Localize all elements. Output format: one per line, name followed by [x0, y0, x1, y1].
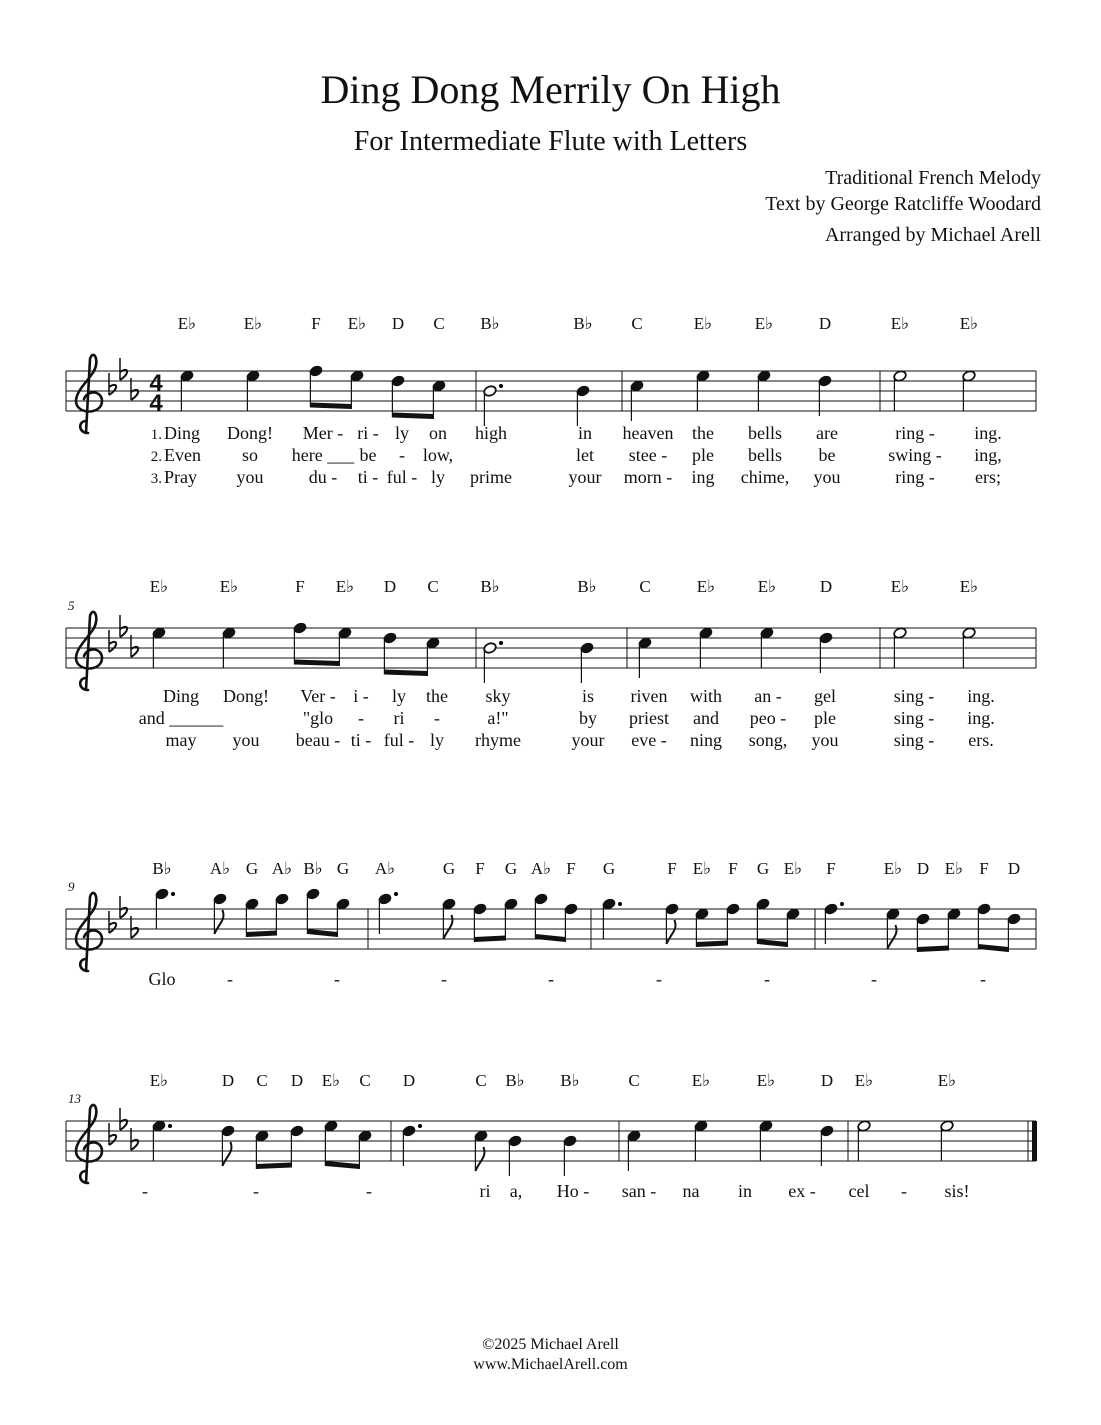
note	[221, 1125, 235, 1166]
note-letter-label: B♭	[573, 314, 593, 333]
lyric-syllable: ex -	[788, 1181, 816, 1201]
lyric-syllable: sing -	[893, 686, 935, 706]
note-letter-label: E♭	[149, 1071, 169, 1090]
lyric-syllable: morn -	[623, 467, 673, 487]
note	[757, 370, 771, 411]
note-beam	[246, 931, 276, 938]
note	[759, 1120, 773, 1161]
verse-number: 3.	[150, 471, 162, 487]
flat-bowl	[109, 1135, 116, 1145]
augmentation-dot	[168, 1124, 172, 1128]
note-beam	[256, 1163, 291, 1170]
note-letter-label: B♭	[577, 577, 597, 596]
note-letter-label: E♭	[959, 314, 979, 333]
note	[563, 1135, 577, 1176]
verse-number: 1.	[150, 427, 162, 443]
lyric-syllable: ers;	[975, 467, 1001, 487]
note-letter-label: D	[402, 1071, 416, 1090]
treble-clef-icon	[76, 355, 102, 433]
note-beam	[310, 403, 351, 410]
lyric-syllable: ri	[479, 1181, 491, 1201]
note	[246, 370, 260, 411]
treble-clef-icon	[76, 893, 102, 971]
lyric-syllable: ti -	[357, 467, 379, 487]
note	[508, 1135, 522, 1176]
lyric-syllable: cel	[848, 1181, 870, 1201]
note-letter-label: D	[916, 859, 930, 878]
lyric-syllable: peo -	[749, 708, 787, 728]
note	[824, 902, 844, 944]
flat-sign-icon	[109, 1123, 116, 1145]
flat-sign-icon	[120, 896, 127, 918]
note	[213, 893, 227, 934]
treble-clef-icon	[76, 612, 102, 690]
note-letter-label: C	[359, 1071, 371, 1090]
lyric-syllable: Even	[164, 445, 201, 465]
note-letter-label: D	[819, 577, 833, 596]
note	[152, 627, 166, 668]
lyric-syllable: -	[871, 969, 877, 989]
lyric-syllable: -	[441, 969, 447, 989]
lyric-syllable: here ___	[291, 445, 355, 465]
note-flag	[222, 1142, 231, 1166]
note-letter-label: C	[475, 1071, 487, 1090]
lyric-syllable: swing -	[888, 445, 942, 465]
note-letter-label: G	[504, 859, 518, 878]
note	[696, 370, 710, 411]
note-letter-label: B♭	[560, 1071, 580, 1090]
time-signature-bottom: 4	[149, 390, 163, 417]
note-letter-label: A♭	[530, 859, 552, 878]
note-beam	[978, 944, 1008, 952]
lyric-syllable: Ho -	[556, 1181, 590, 1201]
lyric-syllable: be	[359, 445, 377, 465]
note	[857, 1120, 871, 1161]
note-letter-label: E♭	[692, 859, 712, 878]
flat-sign-icon	[109, 373, 116, 395]
note-letter-label: E♭	[754, 314, 774, 333]
lyric-syllable: -	[434, 708, 440, 728]
note-letter-label: B♭	[505, 1071, 525, 1090]
note-beam	[474, 936, 505, 943]
note	[602, 898, 622, 939]
lyric-syllable: a!"	[487, 708, 509, 728]
note	[402, 1124, 422, 1166]
lyric-syllable: high	[474, 423, 508, 443]
lyric-syllable: you	[813, 467, 841, 487]
lyric-syllable: stee -	[628, 445, 668, 465]
lyric-syllable: Ding	[164, 423, 200, 443]
note-beam	[696, 941, 727, 948]
lyric-syllable: low,	[422, 445, 454, 465]
lyric-syllable: ing	[691, 467, 715, 487]
lyric-syllable: bells	[748, 423, 782, 443]
note-beam	[294, 660, 339, 667]
lyric-syllable: eve -	[631, 730, 667, 750]
lyric-syllable: priest	[629, 708, 669, 728]
note	[576, 385, 590, 426]
lyric-syllable: Dong!	[227, 423, 273, 443]
lyric-syllable: ple	[692, 445, 714, 465]
note-beam	[917, 946, 948, 953]
lyric-syllable: heaven	[622, 423, 674, 443]
lyric-syllable: ple	[814, 708, 836, 728]
lyric-syllable: let	[576, 445, 594, 465]
note-letter-label: C	[433, 314, 445, 333]
note-letter-label: F	[667, 859, 677, 878]
note	[483, 384, 503, 426]
lyric-syllable: ring -	[895, 467, 935, 487]
lyric-syllable: a,	[509, 1181, 523, 1201]
note-letter-label: C	[427, 577, 439, 596]
note-letter-label: A♭	[209, 859, 231, 878]
lyric-syllable: on	[429, 423, 447, 443]
note	[962, 370, 976, 411]
measure-number: 13	[68, 1091, 81, 1106]
lyric-syllable: in	[577, 423, 593, 443]
note-letter-label: E♭	[335, 577, 355, 596]
lyric-syllable: -	[253, 1181, 259, 1201]
lyric-syllable: na	[682, 1181, 700, 1201]
flat-sign-icon	[120, 1108, 127, 1130]
note-letter-label: C	[256, 1071, 268, 1090]
measure-number: 9	[68, 879, 75, 894]
lyric-syllable: prime	[470, 467, 512, 487]
note-letter-label: B♭	[480, 314, 500, 333]
note-letter-label: E♭	[219, 577, 239, 596]
note-beam	[392, 413, 433, 420]
note-letter-label: G	[756, 859, 770, 878]
lyric-syllable: and	[693, 708, 719, 728]
note	[819, 632, 833, 673]
note	[699, 627, 713, 668]
note-letter-label: A♭	[271, 859, 293, 878]
note-letter-label: E♭	[944, 859, 964, 878]
note-letter-label: E♭	[691, 1071, 711, 1090]
lyric-syllable: the	[426, 686, 448, 706]
lyric-syllable: is	[581, 686, 595, 706]
note-letter-label: G	[442, 859, 456, 878]
lyric-syllable: Ding	[163, 686, 199, 706]
note	[760, 627, 774, 668]
measure-number: 5	[68, 598, 75, 613]
lyric-syllable: rhyme	[475, 730, 521, 750]
final-barline-thick	[1032, 1121, 1037, 1161]
lyric-syllable: bells	[748, 445, 782, 465]
lyric-syllable: so	[241, 445, 259, 465]
note-letter-label: F	[311, 314, 321, 333]
note	[940, 1120, 954, 1161]
note-letter-label: C	[631, 314, 643, 333]
lyric-syllable: ti -	[350, 730, 372, 750]
note-letter-label: E♭	[243, 314, 263, 333]
note-beam	[384, 670, 427, 677]
arranger-credit: Arranged by Michael Arell	[824, 224, 1041, 246]
lyric-syllable: ring -	[895, 423, 935, 443]
augmentation-dot	[418, 1124, 422, 1128]
lyric-syllable: ful -	[383, 730, 415, 750]
lyric-syllable: ly	[394, 423, 410, 443]
note-letter-label: E♭	[883, 859, 903, 878]
note-letter-label: C	[639, 577, 651, 596]
treble-clef-icon	[76, 1105, 102, 1183]
note-letter-label: F	[979, 859, 989, 878]
lyric-syllable: ing.	[974, 423, 1002, 443]
note	[694, 1120, 708, 1161]
lyric-syllable: Glo	[148, 969, 176, 989]
lyric-syllable: -	[142, 1181, 148, 1201]
lyric-syllable: Dong!	[223, 686, 269, 706]
lyric-syllable: -	[399, 445, 405, 465]
note-letter-label: D	[818, 314, 832, 333]
lyric-syllable: san -	[621, 1181, 657, 1201]
note-letter-label: B♭	[152, 859, 172, 878]
note-letter-label: E♭	[347, 314, 367, 333]
copyright-notice: ©2025 Michael Arell	[482, 1336, 619, 1353]
note	[638, 637, 652, 678]
composer-credit: Traditional French Melody	[825, 167, 1041, 189]
lyric-syllable: du -	[308, 467, 338, 487]
lyric-syllable: Mer -	[302, 423, 344, 443]
note	[630, 380, 644, 421]
note-letter-label: F	[475, 859, 485, 878]
lyric-syllable: riven	[630, 686, 668, 706]
note-letter-label: E♭	[890, 577, 910, 596]
lyric-syllable: in	[737, 1181, 753, 1201]
lyric-syllable: ly	[391, 686, 407, 706]
lyric-syllable: -	[656, 969, 662, 989]
lyric-syllable: ning	[689, 730, 723, 750]
lyric-syllable: -	[764, 969, 770, 989]
lyric-syllable: sky	[485, 686, 511, 706]
note	[665, 903, 679, 944]
lyric-syllable: -	[334, 969, 340, 989]
lyric-syllable: ly	[429, 730, 445, 750]
note	[180, 370, 194, 411]
lyric-syllable: the	[692, 423, 714, 443]
lyric-syllable: ers.	[968, 730, 994, 750]
lyric-syllable: -	[227, 969, 233, 989]
lyric-syllable: chime,	[740, 467, 790, 487]
note-letter-label: E♭	[756, 1071, 776, 1090]
note-flag	[214, 910, 223, 934]
lyric-syllable: sing -	[893, 730, 935, 750]
note	[580, 642, 594, 683]
treble-clef-path	[76, 893, 102, 971]
note-letter-label: G	[245, 859, 259, 878]
note	[818, 375, 832, 416]
note-flag	[666, 920, 675, 944]
note	[222, 627, 236, 668]
note-letter-label: D	[1007, 859, 1021, 878]
note	[627, 1130, 641, 1171]
augmentation-dot	[171, 892, 175, 896]
lyric-syllable: may	[165, 730, 197, 750]
lyric-syllable: an -	[754, 686, 782, 706]
lyric-syllable: sing -	[893, 708, 935, 728]
note-letter-label: D	[820, 1071, 834, 1090]
note-letter-label: E♭	[696, 577, 716, 596]
lyric-syllable: ri -	[357, 423, 379, 443]
lyric-syllable: "glo	[302, 708, 334, 728]
note-beam	[535, 934, 565, 942]
lyric-syllable: you	[236, 467, 264, 487]
lyric-syllable: ly	[430, 467, 446, 487]
note	[886, 908, 900, 949]
note-letter-label: A♭	[374, 859, 396, 878]
note	[962, 627, 976, 668]
page-subtitle: For Intermediate Flute with Letters	[353, 126, 748, 157]
note-letter-label: E♭	[757, 577, 777, 596]
note	[474, 1130, 488, 1171]
flat-sign-icon	[120, 358, 127, 380]
lyric-syllable: -	[980, 969, 986, 989]
note-letter-label: B♭	[303, 859, 323, 878]
note-letter-label: E♭	[149, 577, 169, 596]
verse-number: 2.	[150, 449, 162, 465]
website-link[interactable]: www.MichaelArell.com	[473, 1356, 628, 1373]
note-letter-label: E♭	[890, 314, 910, 333]
note-letter-label: G	[336, 859, 350, 878]
note-beam	[757, 939, 787, 947]
note-letter-label: E♭	[321, 1071, 341, 1090]
note	[893, 627, 907, 668]
note-letter-label: F	[566, 859, 576, 878]
note-letter-label: F	[728, 859, 738, 878]
note-letter-label: E♭	[937, 1071, 957, 1090]
flat-sign-icon	[109, 911, 116, 933]
treble-clef-path	[76, 1105, 102, 1183]
lyric-syllable: ful -	[386, 467, 418, 487]
lyric-syllable: be	[818, 445, 836, 465]
lyric-syllable: sis!	[944, 1181, 970, 1201]
note-letter-label: D	[383, 577, 397, 596]
flat-sign-icon	[120, 615, 127, 637]
note	[152, 1120, 172, 1161]
note-letter-label: E♭	[783, 859, 803, 878]
lyric-syllable: ing.	[967, 686, 995, 706]
lyric-syllable: are	[816, 423, 838, 443]
lyric-syllable: your	[571, 730, 605, 750]
augmentation-dot	[499, 384, 503, 388]
flat-bowl	[109, 923, 116, 933]
note	[378, 892, 398, 934]
augmentation-dot	[618, 902, 622, 906]
treble-clef-path	[76, 612, 102, 690]
note-letter-label: F	[826, 859, 836, 878]
lyric-syllable: you	[811, 730, 839, 750]
treble-clef-path	[76, 355, 102, 433]
augmentation-dot	[840, 902, 844, 906]
lyric-syllable: with	[689, 686, 723, 706]
note-letter-label: G	[602, 859, 616, 878]
time-signature-top: 4	[149, 370, 163, 397]
lyric-syllable: beau -	[295, 730, 341, 750]
page-title: Ding Dong Merrily On High	[320, 67, 781, 112]
flat-sign-icon	[109, 630, 116, 652]
lyric-syllable: song,	[748, 730, 788, 750]
note-letter-label: E♭	[693, 314, 713, 333]
note	[893, 370, 907, 411]
lyricist-credit: Text by George Ratcliffe Woodard	[765, 193, 1041, 215]
note-beam	[307, 929, 337, 937]
lyric-syllable: Pray	[164, 467, 197, 487]
lyric-syllable: i -	[353, 686, 369, 706]
lyric-syllable: your	[568, 467, 602, 487]
lyric-syllable: gel	[814, 686, 836, 706]
lyric-syllable: ing,	[974, 445, 1002, 465]
note-letter-label: D	[221, 1071, 235, 1090]
note	[155, 888, 175, 929]
lyric-syllable: ri	[393, 708, 405, 728]
note-beam	[325, 1161, 359, 1169]
lyric-syllable: -	[548, 969, 554, 989]
lyric-syllable: by	[579, 708, 597, 728]
note-letter-label: E♭	[959, 577, 979, 596]
note	[483, 641, 503, 683]
lyric-syllable: -	[366, 1181, 372, 1201]
augmentation-dot	[394, 892, 398, 896]
note-letter-label: F	[295, 577, 305, 596]
augmentation-dot	[499, 641, 503, 645]
note	[442, 898, 456, 939]
lyric-syllable: and ______	[138, 708, 224, 728]
note-letter-label: D	[290, 1071, 304, 1090]
flat-bowl	[109, 642, 116, 652]
note-letter-label: E♭	[854, 1071, 874, 1090]
flat-bowl	[109, 385, 116, 395]
note	[820, 1125, 834, 1166]
lyric-syllable: -	[358, 708, 364, 728]
note-letter-label: E♭	[177, 314, 197, 333]
lyric-syllable: -	[901, 1181, 907, 1201]
lyric-syllable: Ver -	[300, 686, 336, 706]
note-letter-label: D	[391, 314, 405, 333]
lyric-syllable: ing.	[967, 708, 995, 728]
note-letter-label: B♭	[480, 577, 500, 596]
lyric-syllable: you	[232, 730, 260, 750]
note-letter-label: C	[628, 1071, 640, 1090]
